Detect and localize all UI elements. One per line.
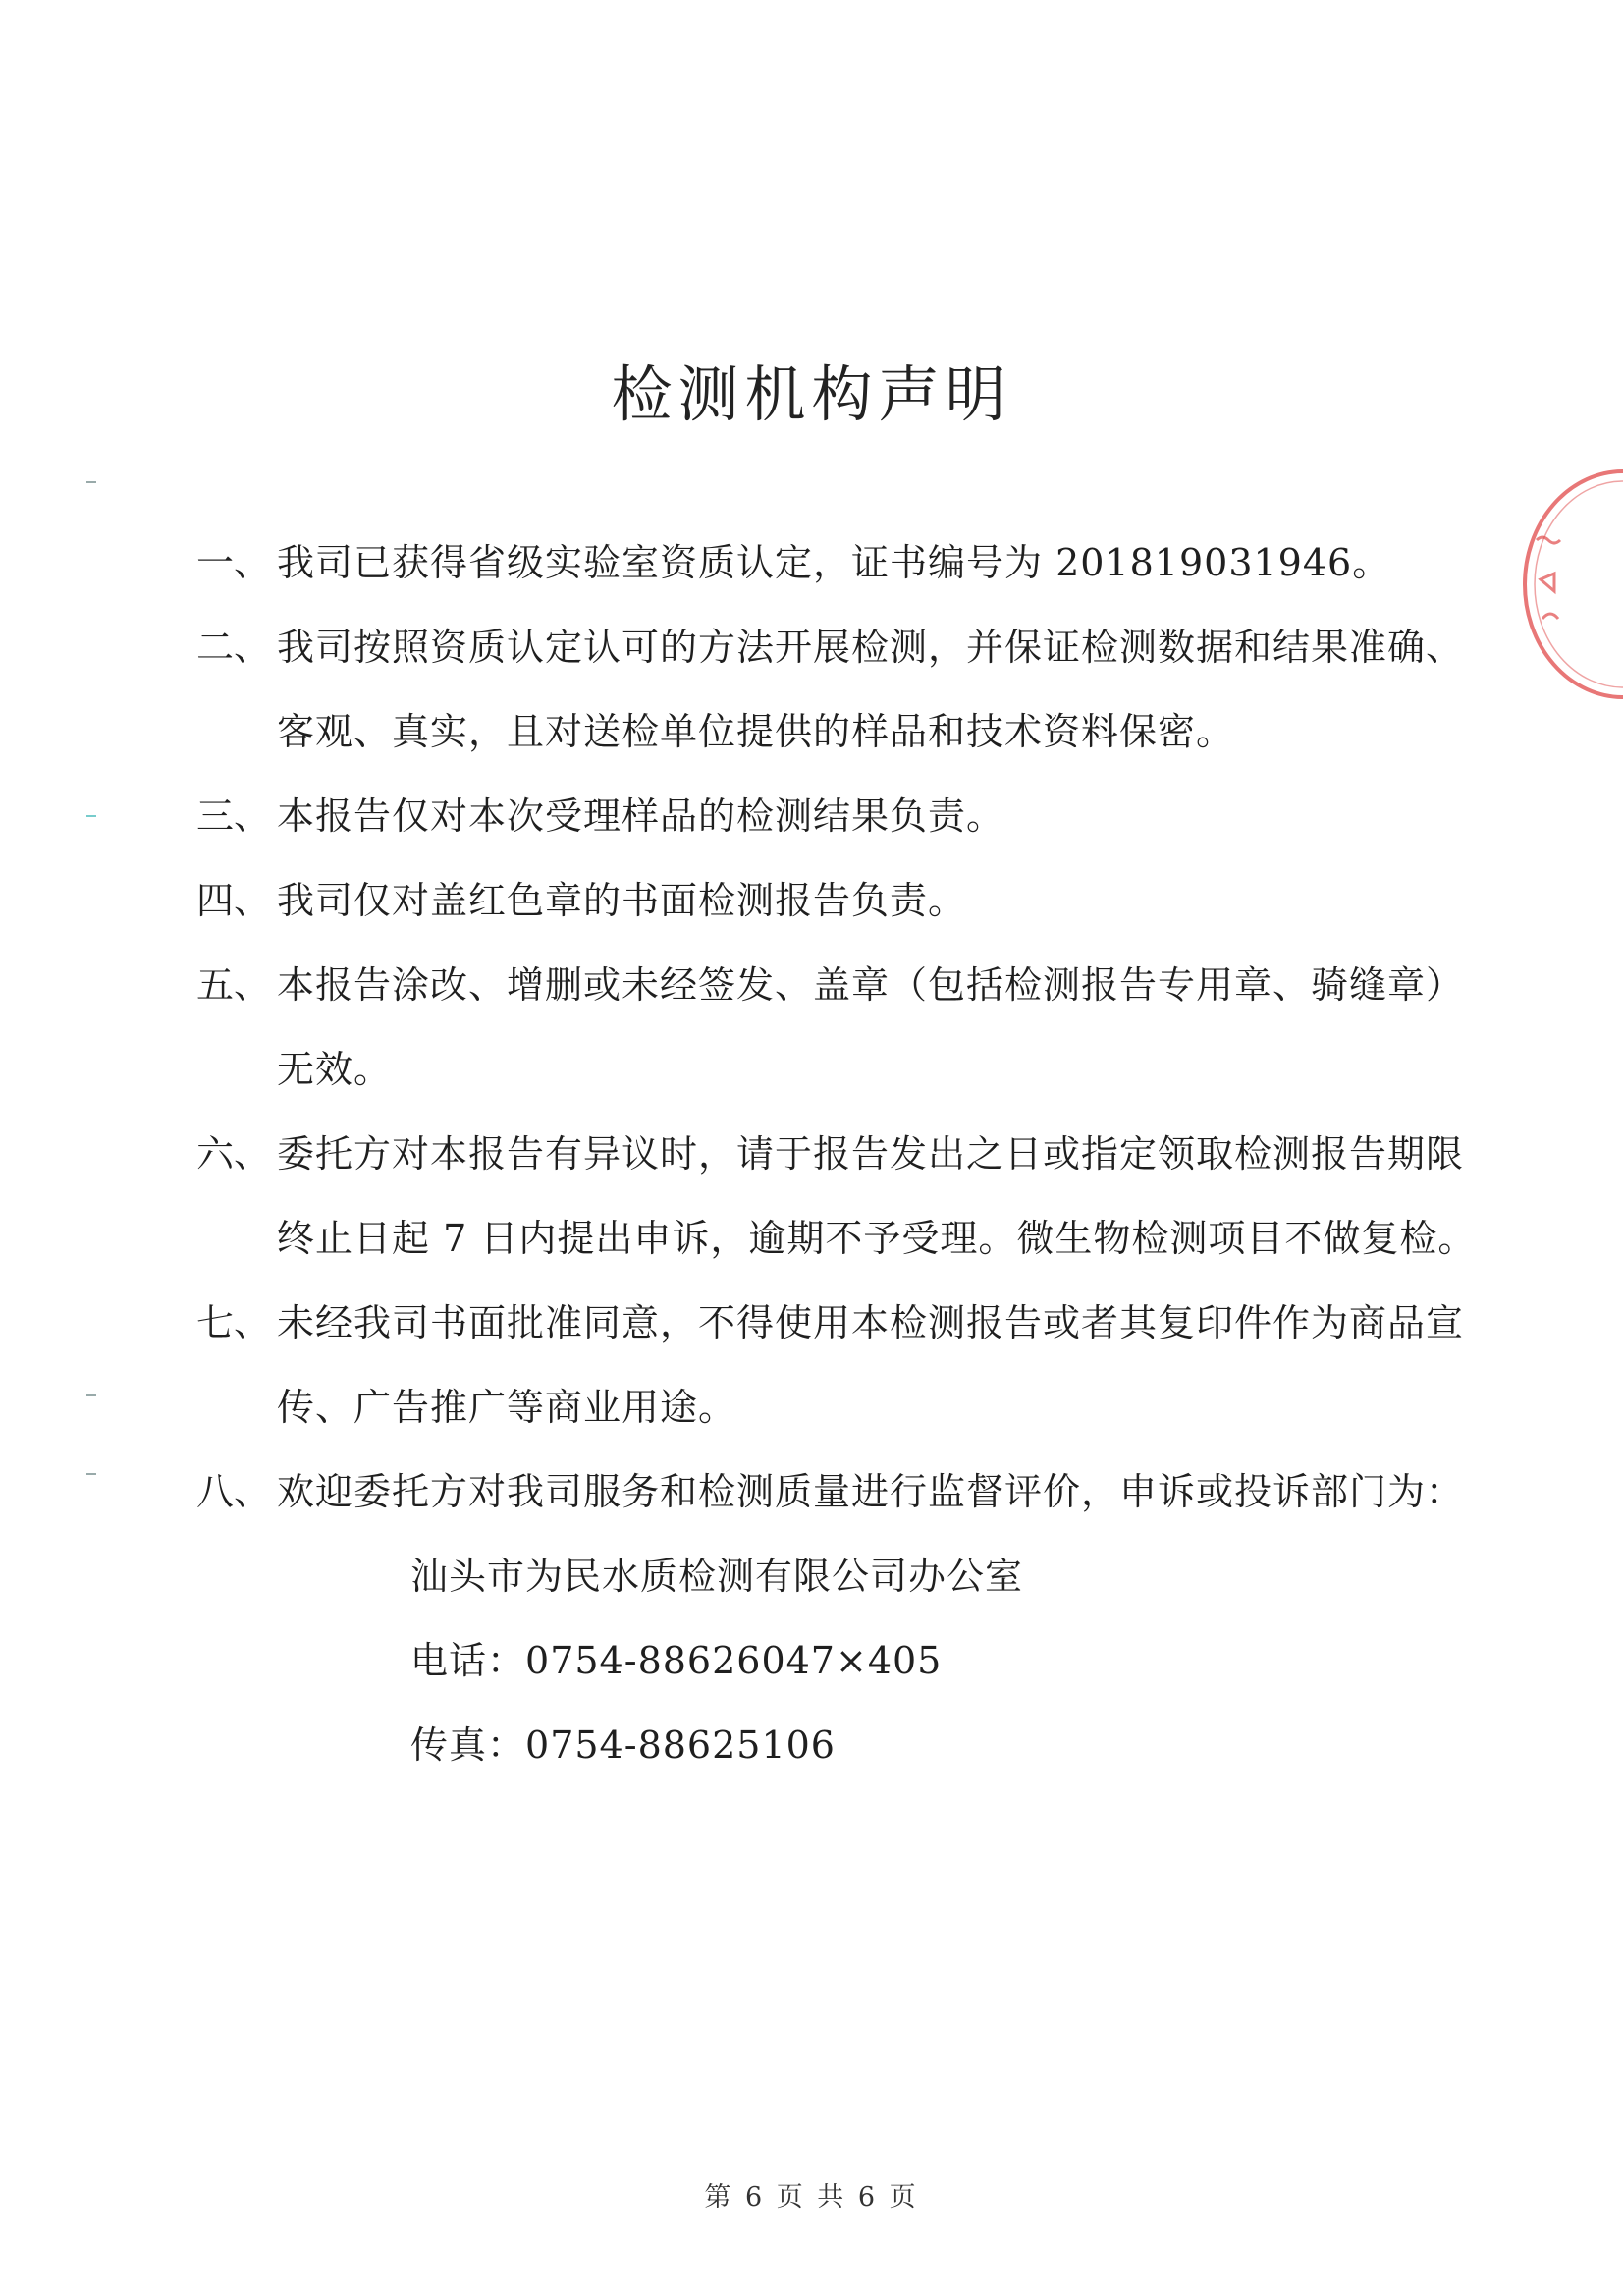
statement-list	[196, 520, 1492, 1787]
statement-item	[196, 1281, 1492, 1449]
fax-label: 传真：	[410, 1723, 526, 1767]
item-text: 本报告仅对本次受理样品的检测结果负责。	[277, 794, 1005, 838]
scan-mark	[86, 1473, 96, 1475]
statement-item	[196, 520, 1492, 605]
complaint-contact	[410, 1534, 1492, 1787]
item-text: 欢迎委托方对我司服务和检测质量进行监督评价，申诉或投诉部门为：	[277, 1470, 1465, 1513]
document-title: 检测机构声明	[611, 358, 1012, 430]
item-number: 一、	[196, 541, 272, 584]
scan-mark	[86, 481, 96, 483]
fax-number: 0754-88625106	[525, 1723, 836, 1767]
scan-mark	[86, 1394, 96, 1396]
phone-label: 电话：	[410, 1639, 526, 1682]
phone-row	[410, 1618, 1492, 1703]
statement-item	[196, 605, 1492, 774]
statement-item	[196, 858, 1492, 943]
scan-mark	[86, 815, 96, 817]
item-text: 我司按照资质认定认可的方法开展检测，并保证检测数据和结果准确、客观、真实，且对送检单位提供的样品和技术资料保密。	[277, 626, 1465, 753]
item-number: 三、	[196, 794, 272, 838]
seal-stamp	[1515, 462, 1623, 707]
page-number: 第 6 页 共 6 页	[704, 2182, 919, 2213]
item-number: 五、	[196, 963, 272, 1007]
item-number: 八、	[196, 1470, 272, 1513]
item-text: 我司已获得省级实验室资质认定，证书编号为 201819031946。	[277, 541, 1391, 584]
phone-number: 0754-88626047×405	[525, 1639, 943, 1682]
statement-item	[196, 1112, 1492, 1281]
item-number: 四、	[196, 879, 272, 922]
item-number: 六、	[196, 1132, 272, 1175]
statement-item	[196, 943, 1492, 1112]
item-text: 委托方对本报告有异议时，请于报告发出之日或指定领取检测报告期限终止日起 7 日内提出申诉，逾期不予受理。微生物检测项目不做复检。	[277, 1132, 1477, 1260]
office-name: 汕头市为民水质检测有限公司办公室	[410, 1555, 1024, 1598]
item-text: 本报告涂改、增删或未经签发、盖章（包括检测报告专用章、骑缝章）无效。	[277, 963, 1465, 1091]
item-text: 未经我司书面批准同意，不得使用本检测报告或者其复印件作为商品宣传、广告推广等商业用途。	[277, 1301, 1465, 1429]
statement-item	[196, 1449, 1492, 1534]
item-text: 我司仅对盖红色章的书面检测报告负责。	[277, 879, 967, 922]
statement-item	[196, 774, 1492, 858]
item-number: 二、	[196, 626, 272, 669]
fax-row	[410, 1703, 1492, 1787]
item-number: 七、	[196, 1301, 272, 1344]
